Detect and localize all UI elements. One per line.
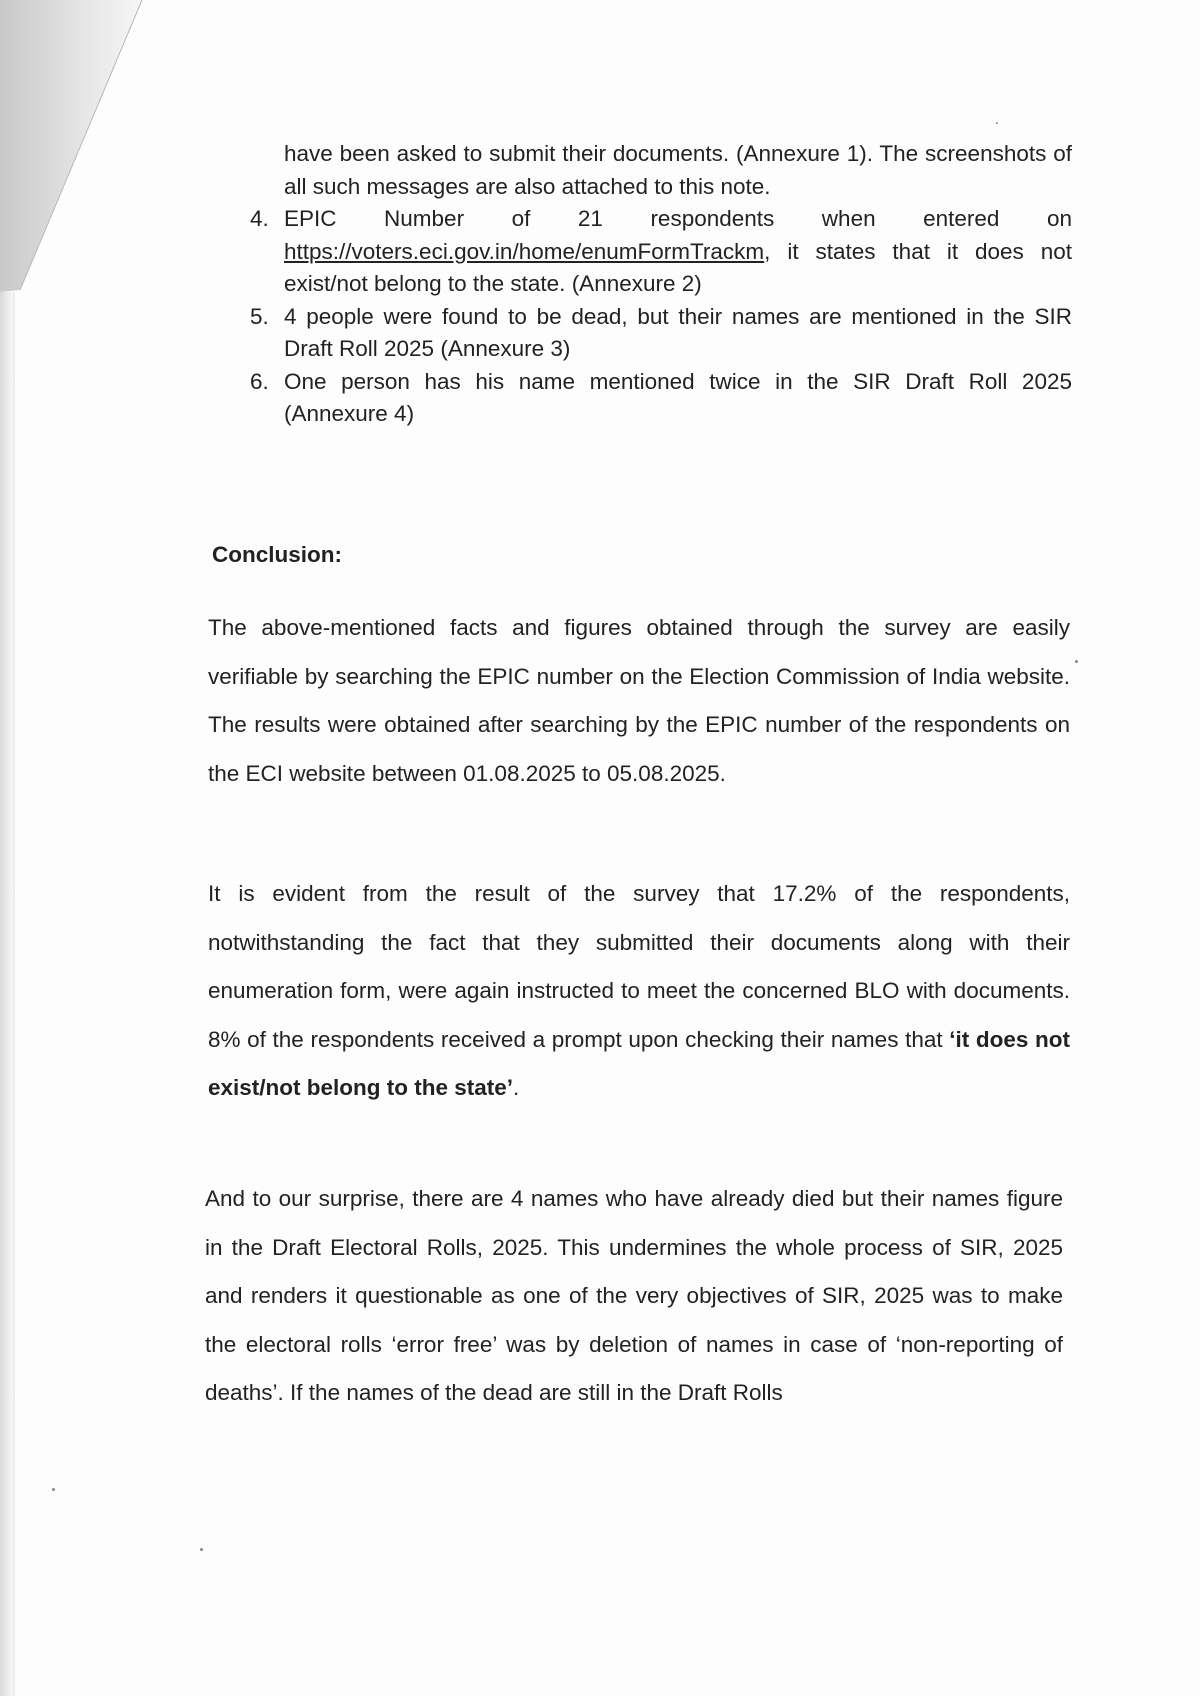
conclusion-paragraph-2	[208, 870, 1070, 1113]
list-number: 6.	[250, 368, 269, 394]
paragraph-text: .	[513, 1075, 520, 1100]
paragraph-bold-quote: ‘it does not exist/not belong to the state’	[208, 1026, 1070, 1100]
list-number: 5.	[250, 303, 269, 329]
conclusion-paragraph-3: And to our surprise, there are 4 names who have already died but their names figure in the Draft Electoral Rolls, 2025. This undermines the whole process of SIR, 2025 and renders it questionable as one of the very objectives of SIR, 2025 was to make the electoral rolls ‘error free’ was by deletion of names in case of ‘non-reporting of deaths’. If the names of the dead are still in the Draft Rolls	[205, 1186, 1063, 1405]
scan-speck	[996, 122, 998, 124]
scan-speck	[200, 1548, 203, 1551]
continuation-text: have been asked to submit their documents. (Annexure 1). The screenshots of all such messages are also attached to this note.	[284, 141, 1072, 199]
scan-fold-edge	[0, 0, 150, 1696]
findings-list	[240, 138, 1072, 431]
conclusion-paragraph-1: The above-mentioned facts and figures obtained through the survey are easily verifiable by searching the EPIC number on the Election Commission of India website. The results were obtained after searching by the EPIC number of the respondents on the ECI website between 01.08.2025 to 05.08.2025.	[208, 615, 1070, 786]
list-item-continuation	[240, 138, 1072, 203]
eci-tracking-link[interactable]: https://voters.eci.gov.in/home/enumFormTrackm	[284, 238, 765, 264]
paragraph-text: It is evident from the result of the survey that 17.2% of the respondents, notwithstanding the fact that they submitted their documents along with their enumeration form, were again instructed to meet the concerned BLO with documents. 8% of the respondents received a prompt upon checking their names that	[208, 881, 1070, 1052]
list-item-5	[240, 301, 1072, 366]
list-text: , it states that it does not exist/not belong to the state. (Annexure 2)	[284, 238, 1072, 296]
list-number: 4.	[250, 206, 269, 231]
list-item-4	[240, 203, 1072, 301]
conclusion-heading: Conclusion:	[212, 542, 342, 567]
list-text: 4 people were found to be dead, but their names are mentioned in the SIR Draft Roll 2025 (Annexure 3)	[284, 303, 1072, 361]
list-text: EPIC Number of 21 respondents when entered on	[284, 206, 1072, 231]
list-item-6	[240, 366, 1072, 431]
scan-speck	[1075, 660, 1078, 663]
scan-speck	[52, 1488, 55, 1491]
list-text: One person has his name mentioned twice in the SIR Draft Roll 2025 (Annexure 4)	[284, 368, 1072, 426]
